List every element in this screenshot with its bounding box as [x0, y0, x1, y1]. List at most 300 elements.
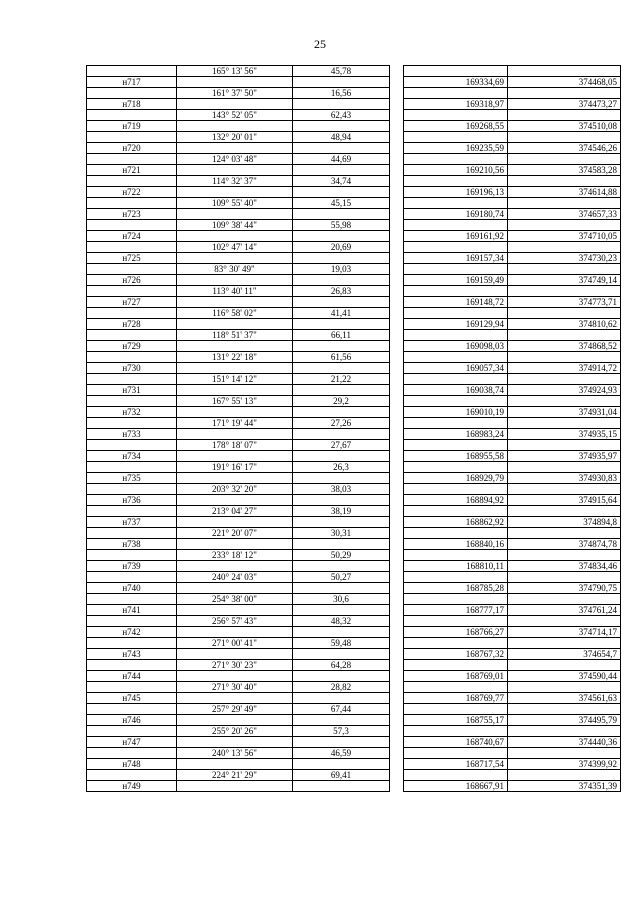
segment-length-cell: 16,56: [293, 88, 390, 99]
point-label-cell: н726: [87, 275, 177, 286]
segment-length-cell: 38,03: [293, 484, 390, 495]
x-cell-empty: [404, 748, 508, 759]
length-cell-empty: [293, 627, 390, 638]
direction-angle-cell: 165° 13' 56": [177, 66, 293, 77]
gap-cell: [390, 539, 404, 550]
point-cell-empty: [87, 352, 177, 363]
x-coordinate-cell: 168667,91: [404, 781, 508, 792]
angle-cell-empty: [177, 715, 293, 726]
point-row: [87, 209, 621, 220]
direction-angle-cell: 161° 37' 50": [177, 88, 293, 99]
y-cell-empty: [508, 550, 621, 561]
y-cell-empty: [508, 704, 621, 715]
gap-cell: [390, 88, 404, 99]
point-cell-empty: [87, 242, 177, 253]
x-cell-empty: [404, 660, 508, 671]
point-row: [87, 121, 621, 132]
gap-cell: [390, 748, 404, 759]
segment-row: [87, 308, 621, 319]
length-cell-empty: [293, 143, 390, 154]
gap-cell: [390, 484, 404, 495]
y-cell-empty: [508, 176, 621, 187]
segment-row: [87, 704, 621, 715]
x-cell-empty: [404, 176, 508, 187]
segment-row: [87, 242, 621, 253]
point-cell-empty: [87, 770, 177, 781]
y-coordinate-cell: 374351,39: [508, 781, 621, 792]
point-cell-empty: [87, 330, 177, 341]
direction-angle-cell: 240° 13' 56": [177, 748, 293, 759]
y-coordinate-cell: 374894,8: [508, 517, 621, 528]
y-coordinate-cell: 374790,75: [508, 583, 621, 594]
length-cell-empty: [293, 253, 390, 264]
point-cell-empty: [87, 264, 177, 275]
y-cell-empty: [508, 726, 621, 737]
segment-length-cell: 45,78: [293, 66, 390, 77]
length-cell-empty: [293, 429, 390, 440]
angle-cell-empty: [177, 341, 293, 352]
y-coordinate-cell: 374874,78: [508, 539, 621, 550]
y-cell-empty: [508, 748, 621, 759]
point-row: [87, 517, 621, 528]
segment-length-cell: 50,29: [293, 550, 390, 561]
segment-row: [87, 330, 621, 341]
x-cell-empty: [404, 396, 508, 407]
point-row: [87, 627, 621, 638]
angle-cell-empty: [177, 143, 293, 154]
y-coordinate-cell: 374473,27: [508, 99, 621, 110]
angle-cell-empty: [177, 407, 293, 418]
length-cell-empty: [293, 649, 390, 660]
y-cell-empty: [508, 484, 621, 495]
gap-cell: [390, 66, 404, 77]
y-coordinate-cell: 374561,63: [508, 693, 621, 704]
gap-cell: [390, 231, 404, 242]
gap-cell: [390, 286, 404, 297]
x-coordinate-cell: 168769,01: [404, 671, 508, 682]
gap-cell: [390, 693, 404, 704]
point-row: [87, 385, 621, 396]
x-coordinate-cell: 168717,54: [404, 759, 508, 770]
x-cell-empty: [404, 220, 508, 231]
point-row: [87, 429, 621, 440]
gap-cell: [390, 704, 404, 715]
point-row: [87, 715, 621, 726]
x-cell-empty: [404, 264, 508, 275]
point-row: [87, 781, 621, 792]
x-cell-empty: [404, 374, 508, 385]
x-cell-empty: [404, 286, 508, 297]
segment-length-cell: 19,03: [293, 264, 390, 275]
x-cell-empty: [404, 198, 508, 209]
direction-angle-cell: 178° 18' 07": [177, 440, 293, 451]
gap-cell: [390, 682, 404, 693]
gap-cell: [390, 462, 404, 473]
angle-cell-empty: [177, 517, 293, 528]
y-cell-empty: [508, 528, 621, 539]
point-row: [87, 363, 621, 374]
segment-length-cell: 55,98: [293, 220, 390, 231]
length-cell-empty: [293, 99, 390, 110]
gap-cell: [390, 275, 404, 286]
gap-cell: [390, 308, 404, 319]
direction-angle-cell: 114° 32' 37": [177, 176, 293, 187]
direction-angle-cell: 131° 22' 18": [177, 352, 293, 363]
x-coordinate-cell: 168983,24: [404, 429, 508, 440]
gap-cell: [390, 297, 404, 308]
length-cell-empty: [293, 671, 390, 682]
x-cell-empty: [404, 352, 508, 363]
point-cell-empty: [87, 726, 177, 737]
direction-angle-cell: 132° 20' 01": [177, 132, 293, 143]
gap-cell: [390, 264, 404, 275]
angle-cell-empty: [177, 781, 293, 792]
gap-cell: [390, 506, 404, 517]
segment-length-cell: 21,22: [293, 374, 390, 385]
segment-length-cell: 30,31: [293, 528, 390, 539]
angle-cell-empty: [177, 187, 293, 198]
y-coordinate-cell: 374773,71: [508, 297, 621, 308]
direction-angle-cell: 113° 40' 11": [177, 286, 293, 297]
x-coordinate-cell: 168785,28: [404, 583, 508, 594]
point-row: [87, 737, 621, 748]
point-row: [87, 495, 621, 506]
x-cell-empty: [404, 242, 508, 253]
point-cell-empty: [87, 88, 177, 99]
y-cell-empty: [508, 440, 621, 451]
angle-cell-empty: [177, 451, 293, 462]
y-coordinate-cell: 374590,44: [508, 671, 621, 682]
gap-cell: [390, 451, 404, 462]
angle-cell-empty: [177, 539, 293, 550]
gap-cell: [390, 671, 404, 682]
gap-cell: [390, 649, 404, 660]
x-coordinate-cell: 169235,59: [404, 143, 508, 154]
length-cell-empty: [293, 297, 390, 308]
y-cell-empty: [508, 154, 621, 165]
gap-cell: [390, 110, 404, 121]
point-label-cell: н737: [87, 517, 177, 528]
gap-cell: [390, 374, 404, 385]
x-coordinate-cell: 169129,94: [404, 319, 508, 330]
y-cell-empty: [508, 198, 621, 209]
angle-cell-empty: [177, 737, 293, 748]
x-cell-empty: [404, 704, 508, 715]
point-label-cell: н740: [87, 583, 177, 594]
segment-length-cell: 59,48: [293, 638, 390, 649]
segment-row: [87, 594, 621, 605]
segment-row: [87, 286, 621, 297]
y-coordinate-cell: 374714,17: [508, 627, 621, 638]
direction-angle-cell: 224° 21' 29": [177, 770, 293, 781]
direction-angle-cell: 102° 47' 14": [177, 242, 293, 253]
y-cell-empty: [508, 418, 621, 429]
gap-cell: [390, 583, 404, 594]
point-label-cell: н749: [87, 781, 177, 792]
gap-cell: [390, 737, 404, 748]
length-cell-empty: [293, 495, 390, 506]
length-cell-empty: [293, 319, 390, 330]
segment-row: [87, 264, 621, 275]
x-cell-empty: [404, 330, 508, 341]
point-label-cell: н728: [87, 319, 177, 330]
gap-cell: [390, 121, 404, 132]
x-coordinate-cell: 168810,11: [404, 561, 508, 572]
segment-row: [87, 638, 621, 649]
point-label-cell: н746: [87, 715, 177, 726]
segment-length-cell: 26,3: [293, 462, 390, 473]
y-cell-empty: [508, 770, 621, 781]
direction-angle-cell: 109° 38' 44": [177, 220, 293, 231]
segment-length-cell: 45,15: [293, 198, 390, 209]
angle-cell-empty: [177, 583, 293, 594]
segment-length-cell: 27,26: [293, 418, 390, 429]
point-row: [87, 605, 621, 616]
x-coordinate-cell: 169159,49: [404, 275, 508, 286]
length-cell-empty: [293, 385, 390, 396]
point-label-cell: н744: [87, 671, 177, 682]
point-row: [87, 407, 621, 418]
length-cell-empty: [293, 737, 390, 748]
y-coordinate-cell: 374930,83: [508, 473, 621, 484]
direction-angle-cell: 271° 30' 23": [177, 660, 293, 671]
y-cell-empty: [508, 462, 621, 473]
segment-row: [87, 176, 621, 187]
angle-cell-empty: [177, 605, 293, 616]
direction-angle-cell: 167° 55' 13": [177, 396, 293, 407]
angle-cell-empty: [177, 209, 293, 220]
length-cell-empty: [293, 121, 390, 132]
length-cell-empty: [293, 759, 390, 770]
x-cell-empty: [404, 528, 508, 539]
y-coordinate-cell: 374810,62: [508, 319, 621, 330]
gap-cell: [390, 363, 404, 374]
angle-cell-empty: [177, 363, 293, 374]
x-cell-empty: [404, 638, 508, 649]
point-cell-empty: [87, 660, 177, 671]
angle-cell-empty: [177, 275, 293, 286]
point-cell-empty: [87, 308, 177, 319]
point-label-cell: н745: [87, 693, 177, 704]
point-row: [87, 319, 621, 330]
x-coordinate-cell: 168840,16: [404, 539, 508, 550]
x-cell-empty: [404, 66, 508, 77]
x-coordinate-cell: 168955,58: [404, 451, 508, 462]
direction-angle-cell: 254° 38' 00": [177, 594, 293, 605]
point-label-cell: н719: [87, 121, 177, 132]
angle-cell-empty: [177, 385, 293, 396]
direction-angle-cell: 118° 51' 37": [177, 330, 293, 341]
y-coordinate-cell: 374657,33: [508, 209, 621, 220]
gap-cell: [390, 407, 404, 418]
length-cell-empty: [293, 473, 390, 484]
point-cell-empty: [87, 198, 177, 209]
length-cell-empty: [293, 517, 390, 528]
point-label-cell: н748: [87, 759, 177, 770]
gap-cell: [390, 473, 404, 484]
gap-cell: [390, 220, 404, 231]
y-cell-empty: [508, 660, 621, 671]
gap-cell: [390, 759, 404, 770]
gap-cell: [390, 77, 404, 88]
page-number: 25: [314, 37, 326, 51]
x-coordinate-cell: 168755,17: [404, 715, 508, 726]
direction-angle-cell: 213° 04' 27": [177, 506, 293, 517]
x-cell-empty: [404, 616, 508, 627]
x-coordinate-cell: 168766,27: [404, 627, 508, 638]
point-cell-empty: [87, 176, 177, 187]
point-cell-empty: [87, 154, 177, 165]
point-cell-empty: [87, 66, 177, 77]
point-label-cell: н735: [87, 473, 177, 484]
gap-cell: [390, 429, 404, 440]
x-cell-empty: [404, 88, 508, 99]
point-cell-empty: [87, 132, 177, 143]
gap-cell: [390, 627, 404, 638]
y-cell-empty: [508, 682, 621, 693]
point-cell-empty: [87, 594, 177, 605]
length-cell-empty: [293, 77, 390, 88]
point-row: [87, 99, 621, 110]
x-coordinate-cell: 168777,17: [404, 605, 508, 616]
gap-cell: [390, 253, 404, 264]
segment-row: [87, 506, 621, 517]
x-coordinate-cell: 168862,92: [404, 517, 508, 528]
point-row: [87, 671, 621, 682]
gap-cell: [390, 715, 404, 726]
gap-cell: [390, 385, 404, 396]
x-cell-empty: [404, 308, 508, 319]
y-cell-empty: [508, 308, 621, 319]
segment-row: [87, 132, 621, 143]
x-cell-empty: [404, 132, 508, 143]
segment-length-cell: 50,27: [293, 572, 390, 583]
gap-cell: [390, 781, 404, 792]
point-row: [87, 231, 621, 242]
x-cell-empty: [404, 770, 508, 781]
x-cell-empty: [404, 418, 508, 429]
direction-angle-cell: 221° 20' 07": [177, 528, 293, 539]
length-cell-empty: [293, 561, 390, 572]
y-cell-empty: [508, 572, 621, 583]
point-label-cell: н722: [87, 187, 177, 198]
direction-angle-cell: 233° 18' 12": [177, 550, 293, 561]
direction-angle-cell: 116° 58' 02": [177, 308, 293, 319]
point-cell-empty: [87, 616, 177, 627]
angle-cell-empty: [177, 495, 293, 506]
y-coordinate-cell: 374440,36: [508, 737, 621, 748]
y-cell-empty: [508, 286, 621, 297]
point-row: [87, 77, 621, 88]
point-cell-empty: [87, 528, 177, 539]
x-coordinate-cell: 169057,34: [404, 363, 508, 374]
length-cell-empty: [293, 231, 390, 242]
gap-cell: [390, 154, 404, 165]
segment-length-cell: 30,6: [293, 594, 390, 605]
segment-length-cell: 38,19: [293, 506, 390, 517]
length-cell-empty: [293, 693, 390, 704]
y-coordinate-cell: 374730,23: [508, 253, 621, 264]
y-coordinate-cell: 374914,72: [508, 363, 621, 374]
gap-cell: [390, 638, 404, 649]
point-label-cell: н732: [87, 407, 177, 418]
direction-angle-cell: 255° 20' 26": [177, 726, 293, 737]
point-label-cell: н717: [87, 77, 177, 88]
point-label-cell: н747: [87, 737, 177, 748]
direction-angle-cell: 257° 29' 49": [177, 704, 293, 715]
point-row: [87, 539, 621, 550]
point-label-cell: н736: [87, 495, 177, 506]
point-row: [87, 165, 621, 176]
point-label-cell: н733: [87, 429, 177, 440]
x-cell-empty: [404, 154, 508, 165]
length-cell-empty: [293, 605, 390, 616]
x-cell-empty: [404, 572, 508, 583]
y-cell-empty: [508, 132, 621, 143]
gap-cell: [390, 561, 404, 572]
gap-cell: [390, 594, 404, 605]
segment-row: [87, 88, 621, 99]
x-cell-empty: [404, 484, 508, 495]
y-cell-empty: [508, 616, 621, 627]
segment-row: [87, 198, 621, 209]
point-label-cell: н727: [87, 297, 177, 308]
gap-cell: [390, 352, 404, 363]
y-coordinate-cell: 374546,26: [508, 143, 621, 154]
point-cell-empty: [87, 572, 177, 583]
segment-length-cell: 28,82: [293, 682, 390, 693]
segment-row: [87, 220, 621, 231]
segment-row: [87, 110, 621, 121]
x-coordinate-cell: 168769,77: [404, 693, 508, 704]
gap-cell: [390, 517, 404, 528]
y-cell-empty: [508, 220, 621, 231]
gap-cell: [390, 770, 404, 781]
x-cell-empty: [404, 110, 508, 121]
y-coordinate-cell: 374924,93: [508, 385, 621, 396]
point-label-cell: н724: [87, 231, 177, 242]
x-coordinate-cell: 169161,92: [404, 231, 508, 242]
segment-length-cell: 64,28: [293, 660, 390, 671]
gap-cell: [390, 165, 404, 176]
length-cell-empty: [293, 407, 390, 418]
angle-cell-empty: [177, 253, 293, 264]
point-label-cell: н729: [87, 341, 177, 352]
x-coordinate-cell: 169318,97: [404, 99, 508, 110]
y-cell-empty: [508, 330, 621, 341]
x-coordinate-cell: 169196,13: [404, 187, 508, 198]
angle-cell-empty: [177, 473, 293, 484]
point-cell-empty: [87, 440, 177, 451]
y-coordinate-cell: 374583,28: [508, 165, 621, 176]
point-cell-empty: [87, 682, 177, 693]
direction-angle-cell: 109° 55' 40": [177, 198, 293, 209]
y-coordinate-cell: 374495,79: [508, 715, 621, 726]
gap-cell: [390, 330, 404, 341]
gap-cell: [390, 396, 404, 407]
segment-row: [87, 660, 621, 671]
direction-angle-cell: 191° 16' 17": [177, 462, 293, 473]
segment-row: [87, 154, 621, 165]
point-row: [87, 341, 621, 352]
length-cell-empty: [293, 781, 390, 792]
segment-length-cell: 20,69: [293, 242, 390, 253]
point-row: [87, 649, 621, 660]
point-row: [87, 451, 621, 462]
length-cell-empty: [293, 165, 390, 176]
segment-row: [87, 726, 621, 737]
segment-length-cell: 41,41: [293, 308, 390, 319]
